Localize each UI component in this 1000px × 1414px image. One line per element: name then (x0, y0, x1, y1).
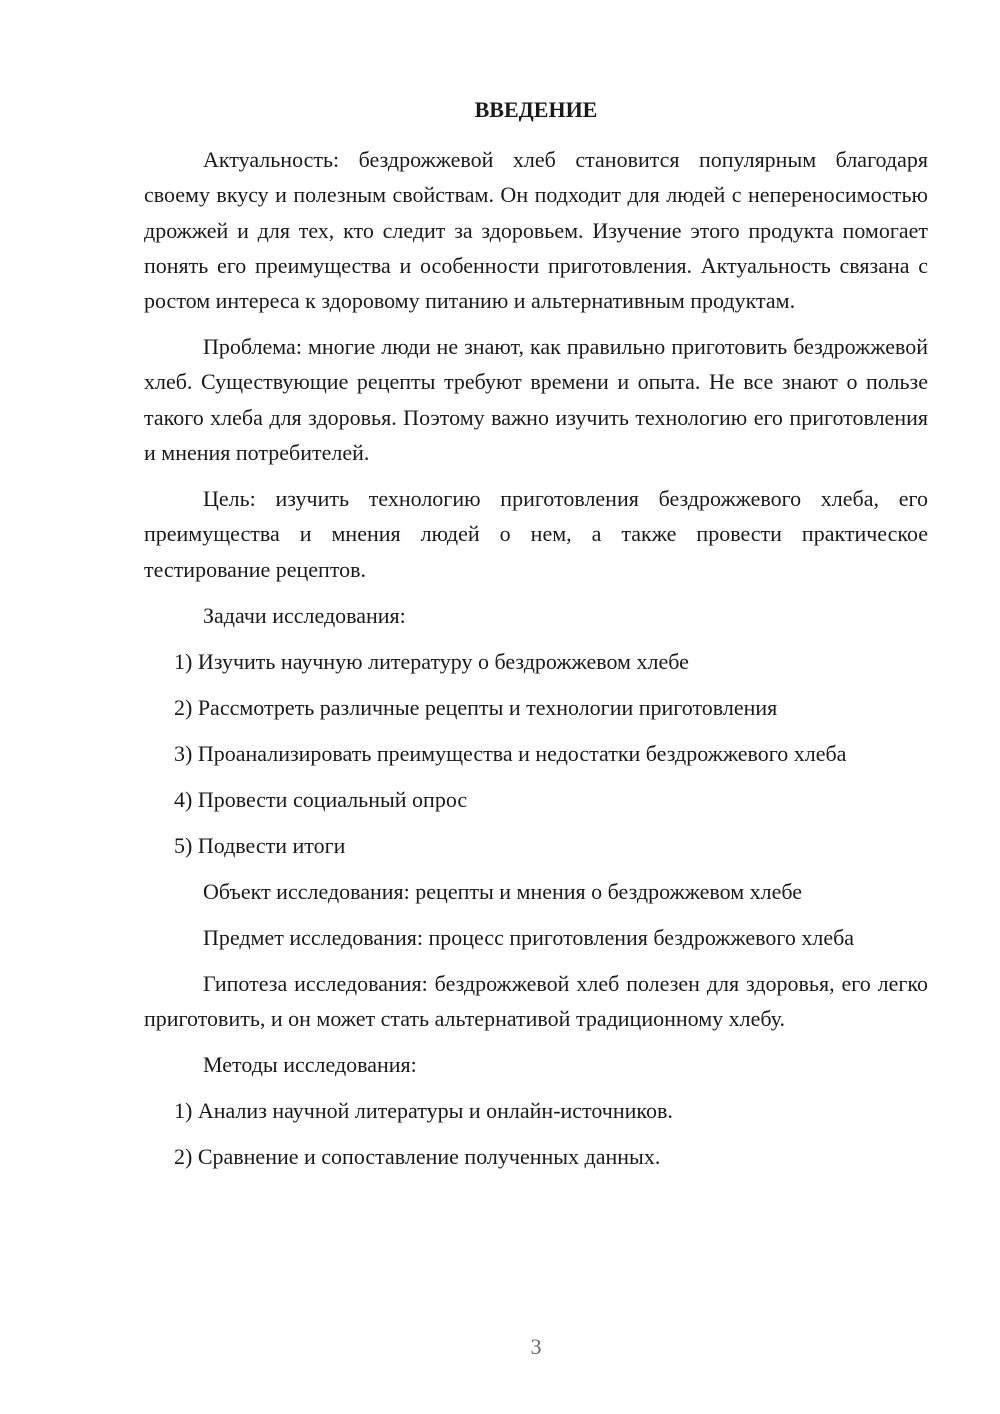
task-item: 5) Подвести итоги (174, 832, 346, 858)
object-paragraph: Объект исследования: рецепты и мнения о бездрожжевом хлебе (203, 878, 803, 904)
relevance-paragraph: Актуальность: бездрожжевой хлеб становится популярным благодаря своему вкусу и полезным свойствам. Он подходит для людей с непереносимостью дрожжей и для тех, кто следит за здоровьем. Изучение этого продукта помогает понять его преимущества и особенности приготовления. Актуальность связана с ростом интереса к здоровому питанию и альтернативным продуктам. (144, 147, 928, 314)
task-item: 2) Рассмотреть различные рецепты и технологии приготовления (174, 694, 778, 720)
subject-paragraph: Предмет исследования: процесс приготовления бездрожжевого хлеба (203, 924, 855, 950)
method-item: 2) Сравнение и сопоставление полученных данных. (174, 1143, 661, 1169)
hypothesis-paragraph: Гипотеза исследования: бездрожжевой хлеб полезен для здоровья, его легко приготовить, и он может стать альтернативой традиционному хлебу. (144, 970, 928, 1031)
page-title: ВВЕДЕНИЕ (474, 97, 598, 122)
tasks-heading: Задачи исследования: (203, 602, 406, 628)
document-body (144, 142, 928, 1185)
problem-paragraph: Проблема: многие люди не знают, как правильно приготовить бездрожжевой хлеб. Существующие рецепты требуют времени и опыта. Не все знают о пользе такого хлеба для здоровья. Поэтому важно изучить технологию его приготовления и мнения потребителей. (144, 334, 928, 466)
method-item: 1) Анализ научной литературы и онлайн-источников. (174, 1097, 673, 1123)
task-item: 4) Провести социальный опрос (174, 786, 468, 812)
methods-heading: Методы исследования: (203, 1051, 417, 1077)
page-number: 3 (530, 1334, 542, 1359)
goal-paragraph: Цель: изучить технологию приготовления бездрожжевого хлеба, его преимущества и мнения людей о нем, а также провести практическое тестирование рецептов. (144, 486, 928, 582)
task-item: 1) Изучить научную литературу о бездрожжевом хлебе (174, 648, 689, 674)
task-item: 3) Проанализировать преимущества и недостатки бездрожжевого хлеба (174, 740, 847, 766)
